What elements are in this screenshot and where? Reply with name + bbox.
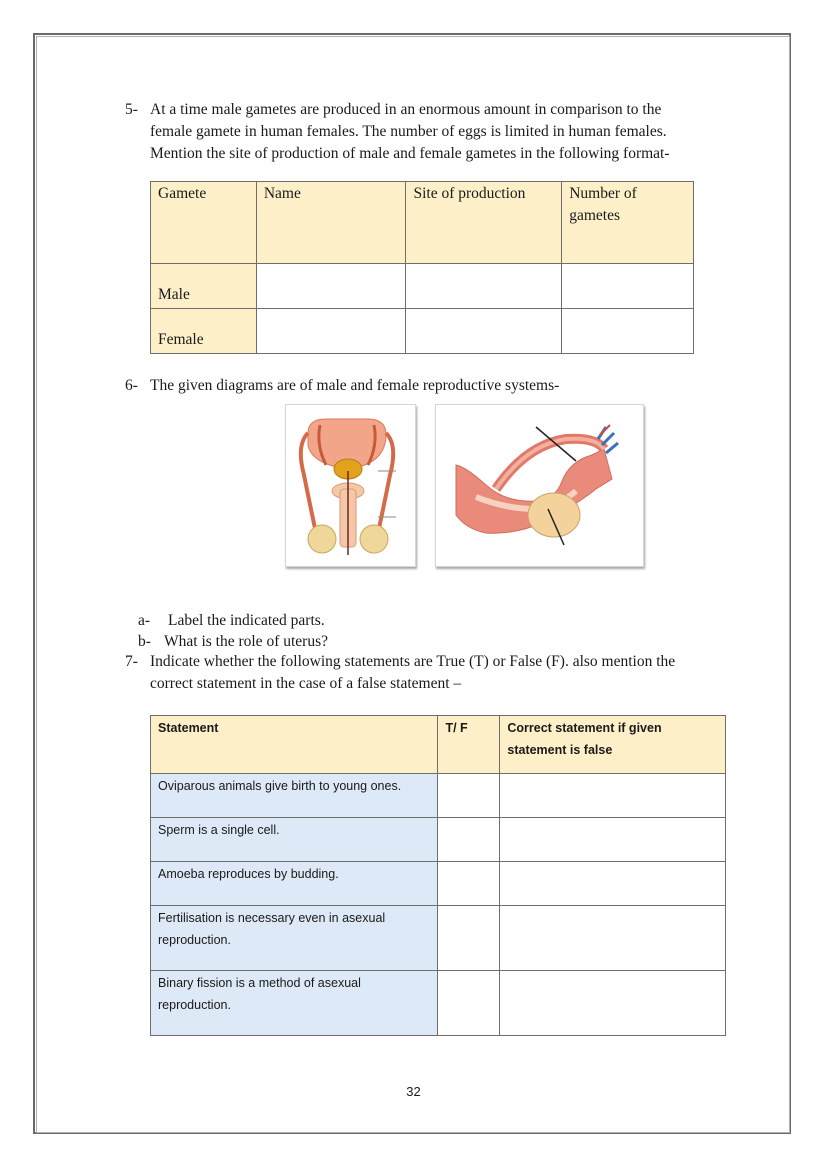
true-false-table: [150, 715, 726, 1036]
header-name: Name: [256, 182, 406, 264]
answer-cell[interactable]: [562, 309, 694, 354]
table-row: [151, 862, 726, 906]
table-row: [151, 971, 726, 1036]
tf-answer-cell[interactable]: [438, 906, 500, 971]
tf-answer-cell[interactable]: [438, 971, 500, 1036]
question-7-line-1: Indicate whether the following statements are True (T) or False (F). also mention the: [150, 653, 676, 670]
table-header-row: [151, 716, 726, 774]
sub-a-label: a-: [138, 612, 151, 629]
statement-cell: [151, 906, 438, 971]
header-correct-statement: [500, 716, 726, 774]
correction-answer-cell[interactable]: [500, 862, 726, 906]
statement-line: reproduction.: [158, 998, 231, 1012]
question-7-number: 7-: [125, 653, 138, 670]
statement-cell: Sperm is a single cell.: [151, 818, 438, 862]
female-reproductive-illustration: [436, 405, 643, 566]
answer-cell[interactable]: [406, 309, 562, 354]
header-site: Site of production: [406, 182, 562, 264]
table-row: [151, 264, 694, 309]
table-row: [151, 906, 726, 971]
correction-answer-cell[interactable]: [500, 971, 726, 1036]
header-gamete: Gamete: [151, 182, 257, 264]
answer-cell[interactable]: [406, 264, 562, 309]
page-number: 32: [406, 1084, 421, 1099]
row-label-female: Female: [151, 309, 257, 354]
answer-cell[interactable]: [562, 264, 694, 309]
table-header-row: [151, 182, 694, 264]
question-5-line-3: Mention the site of production of male and female gametes in the following format-: [150, 145, 670, 162]
male-reproductive-illustration: [286, 405, 415, 566]
table-row: [151, 818, 726, 862]
statement-line: Fertilisation is necessary even in asexual: [158, 911, 386, 925]
correction-answer-cell[interactable]: [500, 906, 726, 971]
table-row: [151, 774, 726, 818]
tf-answer-cell[interactable]: [438, 818, 500, 862]
statement-cell: Oviparous animals give birth to young ones.: [151, 774, 438, 818]
tf-answer-cell[interactable]: [438, 774, 500, 818]
header-correct-line-2: statement is false: [507, 743, 613, 757]
sub-b-label: b-: [138, 633, 151, 650]
answer-cell[interactable]: [256, 264, 406, 309]
gamete-table: [150, 181, 694, 354]
row-label-male: Male: [151, 264, 257, 309]
question-6-text: The given diagrams are of male and female reproductive systems-: [150, 377, 560, 394]
header-correct-line-1: Correct statement if given: [507, 721, 662, 735]
table-row: [151, 309, 694, 354]
statement-line: reproduction.: [158, 933, 231, 947]
sub-a-text: Label the indicated parts.: [168, 612, 325, 629]
male-reproductive-diagram: [285, 404, 416, 567]
question-6-number: 6-: [125, 377, 138, 394]
statement-cell: [151, 971, 438, 1036]
female-reproductive-diagram: [435, 404, 644, 567]
sub-b-text: What is the role of uterus?: [164, 633, 328, 650]
question-5-number: 5-: [125, 101, 138, 118]
header-number-line-1: Number of: [569, 185, 637, 202]
header-statement: Statement: [151, 716, 438, 774]
correction-answer-cell[interactable]: [500, 774, 726, 818]
header-number-line-2: gametes: [569, 207, 621, 224]
question-7-line-2: correct statement in the case of a false statement –: [150, 675, 462, 692]
answer-cell[interactable]: [256, 309, 406, 354]
header-number-of-gametes: [562, 182, 694, 264]
header-tf: T/ F: [438, 716, 500, 774]
statement-line: Binary fission is a method of asexual: [158, 976, 361, 990]
question-5-line-2: female gamete in human females. The number of eggs is limited in human females.: [150, 123, 667, 140]
statement-cell: Amoeba reproduces by budding.: [151, 862, 438, 906]
question-5-line-1: At a time male gametes are produced in an enormous amount in comparison to the: [150, 101, 662, 118]
correction-answer-cell[interactable]: [500, 818, 726, 862]
tf-answer-cell[interactable]: [438, 862, 500, 906]
